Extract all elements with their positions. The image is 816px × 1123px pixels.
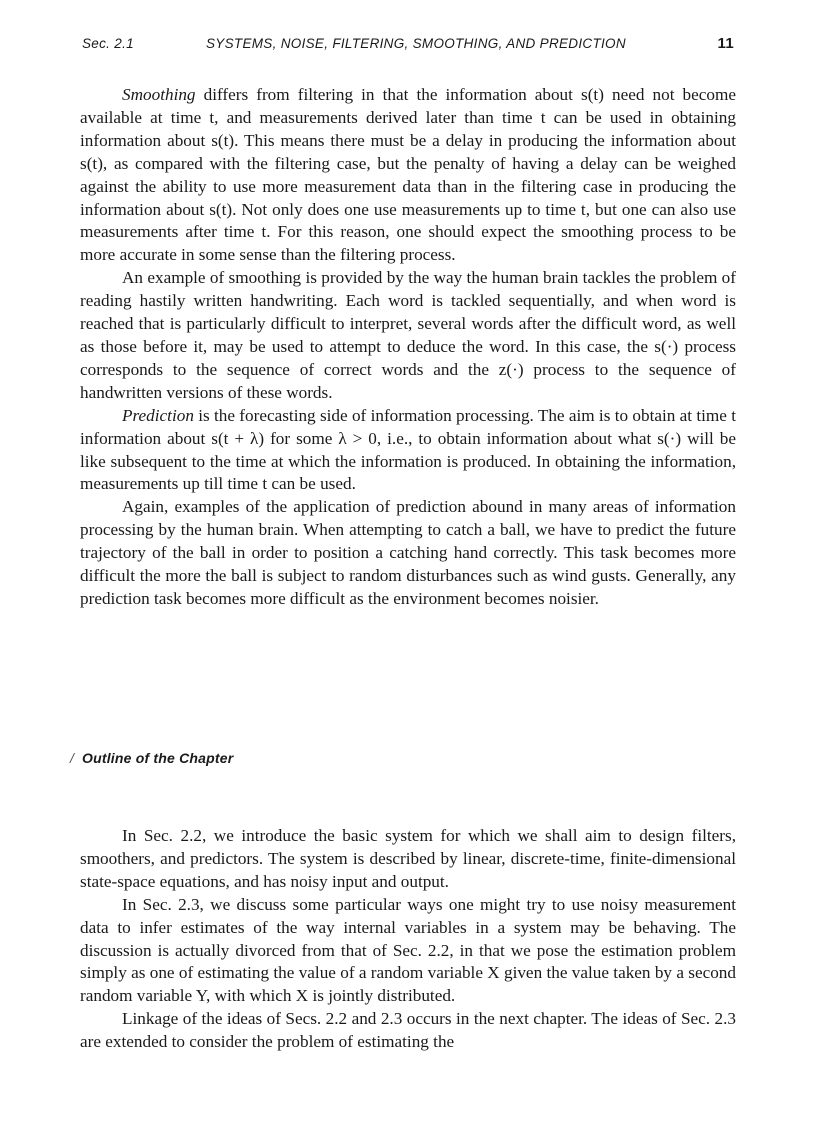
paragraph-text: Linkage of the ideas of Secs. 2.2 and 2.3 occurs in the next chapter. The ideas of Sec. 2.3 are extended to consider the problem of estimating the <box>80 1009 736 1052</box>
term-smoothing: Smoothing <box>122 85 196 104</box>
header-title: SYSTEMS, NOISE, FILTERING, SMOOTHING, AND PREDICTION <box>206 36 626 51</box>
running-header <box>82 36 734 56</box>
term-prediction: Prediction <box>122 405 194 425</box>
section-heading-title: Outline of the Chapter <box>82 750 234 766</box>
paragraph-prediction <box>80 405 736 497</box>
paragraph-text: In Sec. 2.3, we discuss some particular ways one might try to use noisy measurement data to infer estimates of the way internal variables in a system may be behaving. The discussion is actually divorced from that of Sec. 2.2, in that we pose the estimation problem simply as one of estimating the value of a random variable X given the value taken by a second random variable Y, with which X is jointly distributed. <box>80 894 736 1006</box>
page-number: 11 <box>717 35 734 52</box>
paragraph-text: is the forecasting side of information processing. The aim is to obtain at time t information about s(t + λ) for some λ > 0, i.e., to obtain information about what s(·) will be like subsequent to the time at which the information is produced. In obtaining the information, measurements up till time t can be used. <box>80 405 736 494</box>
paragraph-sec-2-2 <box>80 825 736 894</box>
paragraph-text: An example of smoothing is provided by the way the human brain tackles the problem of reading hastily written handwriting. Each word is tackled sequentially, and when word is reached that is particularly difficult to interpret, several words after the difficult word, as well as those before it, may be used to attempt to deduce the word. In this case, the s(·) process corresponds to the sequence of correct words and the z(·) process to the sequence of handwritten versions of these words. <box>80 268 736 402</box>
body-text-top <box>80 84 736 611</box>
paragraph-text: Again, examples of the application of prediction abound in many areas of information processing by the human brain. When attempting to catch a ball, we have to predict the future trajectory of the ball in order to position a catching hand correctly. This task becomes more difficult the more the ball is subject to random disturbances such as wind gusts. Generally, any prediction task becomes more difficult as the environment becomes noisier. <box>80 497 736 608</box>
paragraph-text: In Sec. 2.2, we introduce the basic system for which we shall aim to design filters, smoothers, and predictors. The system is described by linear, discrete-time, finite-dimensional state-space equations, and has noisy input and output. <box>80 826 736 891</box>
paragraph-smoothing <box>80 84 736 267</box>
header-section: Sec. 2.1 <box>82 36 134 51</box>
paragraph-linkage <box>80 1008 736 1054</box>
paragraph-sec-2-3 <box>80 894 736 1009</box>
paragraph-text: differs from filtering in that the information about s(t) need not become available at time t, and measurements derived later than time t can be used in obtaining information about s(t). This means there must be a delay in producing the information about s(t), as compared with the filtering case, but the penalty of having a delay can be weighed against the ability to use more measurement data than in the filtering case in producing the information about s(t). Not only does one use measurements up to time t, but one can also use measurements after time t. For this reason, one should expect the smoothing process to be more accurate in some sense than the filtering process. <box>80 85 736 265</box>
paragraph-smoothing-example <box>80 267 736 404</box>
margin-mark: / <box>70 750 75 766</box>
paragraph-prediction-example <box>80 496 736 611</box>
body-text-bottom <box>80 825 736 1054</box>
section-heading <box>70 750 233 766</box>
